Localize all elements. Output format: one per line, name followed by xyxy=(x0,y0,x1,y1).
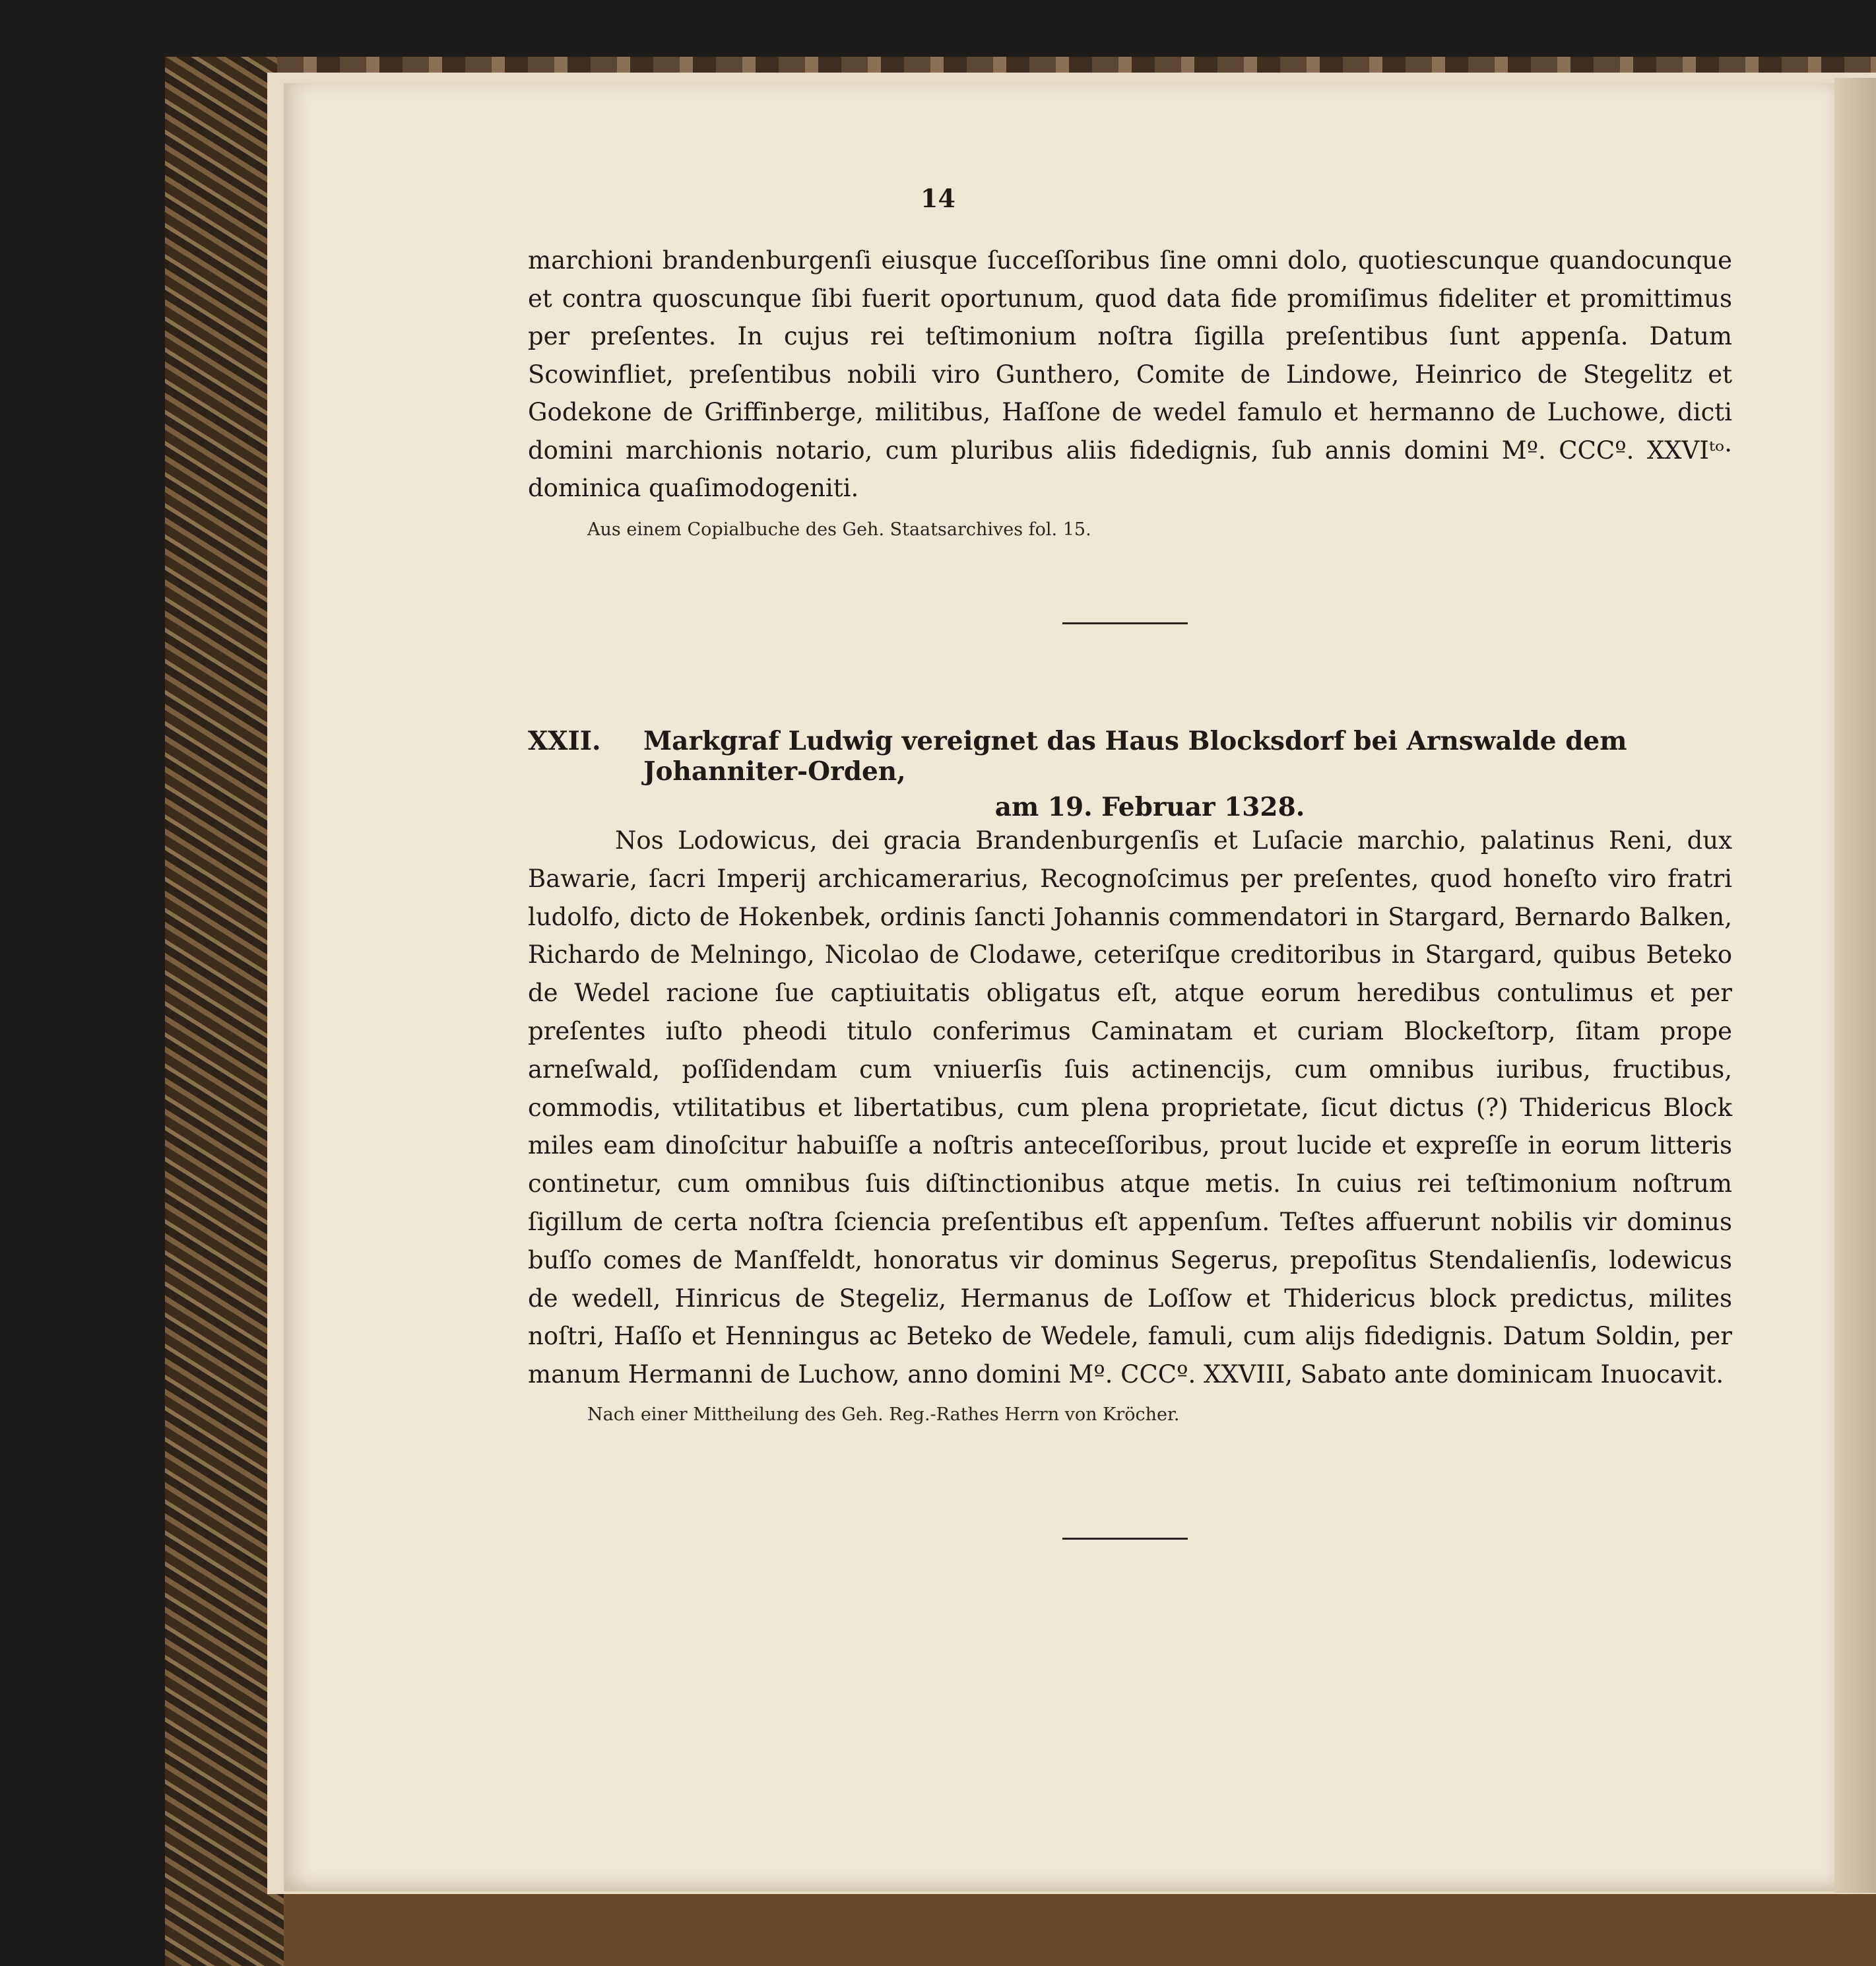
document-text: Nos Lodowicus, dei gracia Brandenburgenſis et Luſacie marchio, palatinus Reni, dux Bawarie, ſacri Imperij archicamerarius, Recognoſcimus per preſentes, quod honeſto viro fratri ludolfo, dicto de Hokenbek, ordinis ſancti Johannis commendatori in Stargard, Bernardo Balken, Richardo de Melningo, Nicolao de Clodawe, ceteriſque creditoribus in Stargard, quibus Beteko de Wedel racione ſue captiuitatis obligatus eſt, atque eorum heredibus contulimus et per preſentes iuſto pheodi titulo conferimus Caminatam et curiam Blockeſtorp, ſitam prope arneſwald, poſſidendam cum vniuerſis ſuis actinencijs, cum omnibus iuribus, fructibus, commodis, vtilitatibus et libertatibus, cum plena proprietate, ſicut dictus (?) Thidericus Block miles eam dinoſcitur habuiſſe a noſtris anteceſſoribus, prout lucide et expreſſe in eorum litteris continetur, cum omnibus ſuis diſtinctionibus atque metis. In cuius rei teſtimonium noſtrum ſigillum de certa noſtra ſciencia preſentibus eſt appenſum. Teſtes affuerunt nobilis vir dominus buſſo comes de Manſfeldt, honoratus vir dominus Segerus, prepoſitus Stendalienſis, lodewicus de wedell, Hinricus de Stegeliz, Hermanus de Loſſow et Thidericus block predictus, milites noſtri, Haſſo et Henningus ac Beteko de Wedele, famuli, cum alijs fidedignis. Datum Soldin, per manum Hermanni de Luchow, anno domini Mº. CCCº. XXVIII, Sabato ante dominicam Inuocavit. xyxy=(528,826,1732,1389)
continued-source-note: Aus einem Copialbuche des Geh. Staatsarchives fol. 15. xyxy=(587,519,1091,540)
document-title-line-2: am 19. Februar 1328. xyxy=(994,792,1305,822)
document-heading xyxy=(528,726,1732,822)
page-number: 14 xyxy=(921,183,955,213)
continued-document xyxy=(528,242,1732,543)
document-body xyxy=(528,822,1732,1428)
bottom-divider xyxy=(1062,1538,1188,1540)
facing-page-edge xyxy=(1834,78,1876,1893)
marbled-cover-edge xyxy=(165,57,284,1966)
document-number: XXII. xyxy=(528,726,601,756)
continued-text: marchioni brandenburgenſi eiusque ſucceſſoribus ſine omni dolo, quotiescunque quandocunque et contra quoscunque ſibi fuerit oportunum, quod data fide promiſimus fideliter et promittimus per preſentes. In cujus rei teſtimonium noſtra ſigilla preſentibus ſunt appenſa. Datum Scowinfliet, preſentibus nobili viro Gunthero, Comite de Lindowe, Heinrico de Stegelitz et Godekone de Griffinberge, militibus, Haſſone de wedel famulo et hermanno de Luchowe, dicti domini marchionis notario, cum pluribus aliis fidedignis, ſub annis domini Mº. CCCº. XXVIᵗᵒ· dominica quaſimodogeniti. xyxy=(528,246,1732,502)
section-divider xyxy=(1062,622,1188,624)
document-source-note: Nach einer Mittheilung des Geh. Reg.-Rathes Herrn von Kröcher. xyxy=(587,1404,1180,1425)
document-title-line-1: Markgraf Ludwig vereignet das Haus Blocksdorf bei Arnswalde dem Johanniter-Orden, xyxy=(643,726,1627,787)
